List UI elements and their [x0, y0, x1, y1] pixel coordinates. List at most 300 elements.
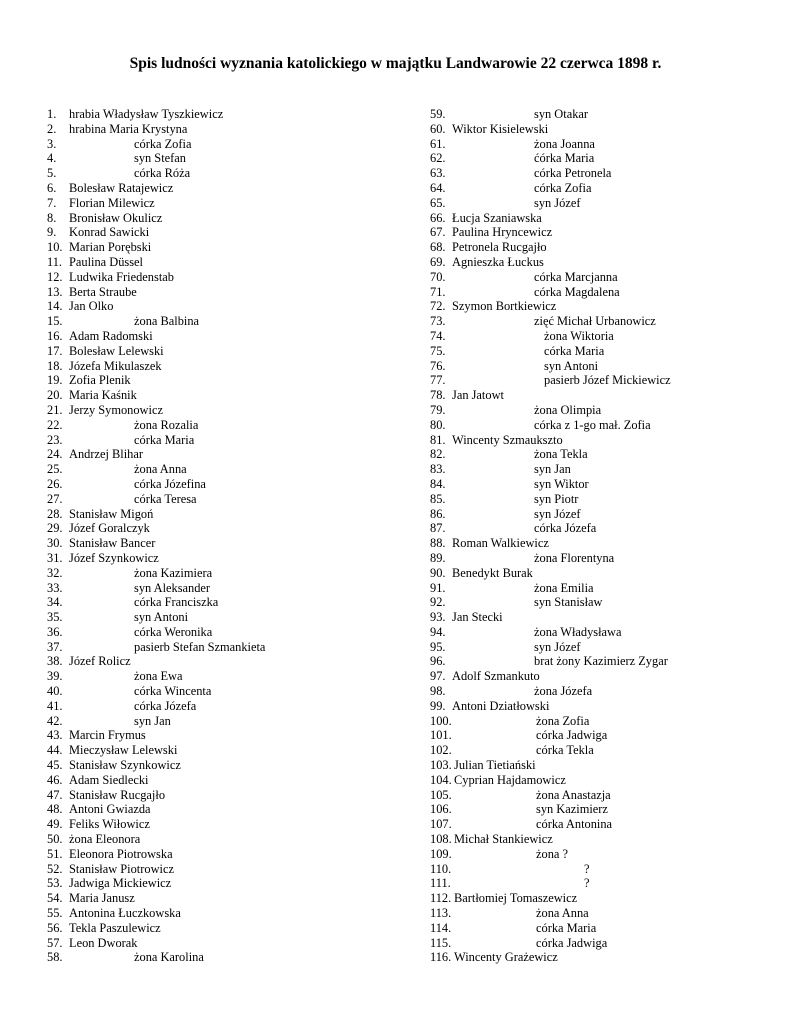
entry-name: Marian Porębski: [69, 240, 152, 255]
list-item: [47, 477, 387, 492]
entry-number: 108.: [430, 832, 452, 847]
entry-name: Józef Szynkowicz: [69, 550, 159, 565]
entry-name: córka Józefa: [534, 521, 597, 536]
list-item: [430, 166, 770, 181]
list-item: [47, 921, 387, 936]
entry-name: Mieczysław Lelewski: [69, 743, 178, 758]
entry-name: syn Otakar: [534, 107, 589, 121]
entry-name: córka Weronika: [134, 624, 213, 639]
entry-name: Wincenty Grażewicz: [454, 950, 558, 965]
list-item: [430, 743, 770, 758]
entry-number: 97.: [430, 669, 446, 684]
list-item: [430, 862, 770, 877]
entry-name: Andrzej Blihar: [69, 447, 143, 462]
entry-name: syn Jan: [534, 462, 571, 477]
entry-name: żona Józefa: [534, 684, 593, 699]
entry-name: córka Franciszka: [134, 595, 219, 610]
list-item: [47, 285, 387, 300]
entry-number: 59.: [430, 107, 446, 121]
list-item: [47, 344, 387, 359]
entry-name: syn Józef: [534, 195, 581, 210]
list-item: [47, 211, 387, 226]
list-item: [430, 344, 770, 359]
entry-name: syn Antoni: [544, 358, 599, 373]
entry-number: 25.: [47, 462, 63, 477]
list-item: [430, 551, 770, 566]
entry-number: 14.: [47, 299, 63, 314]
entry-number: 31.: [47, 550, 63, 565]
entry-name: Leon Dworak: [69, 935, 138, 950]
entry-name: Bartłomiej Tomaszewicz: [454, 891, 578, 906]
entry-number: 21.: [47, 402, 63, 417]
entry-number: 94.: [430, 624, 446, 639]
list-item: [47, 299, 387, 314]
entry-name: ?: [584, 861, 590, 876]
entry-name: Agnieszka Łuckus: [452, 254, 544, 269]
entry-number: 51.: [47, 846, 63, 861]
entry-number: 55.: [47, 906, 63, 921]
entry-name: córka Magdalena: [534, 284, 620, 299]
entry-number: 37.: [47, 639, 63, 654]
entry-name: żona Joanna: [534, 136, 595, 151]
entry-number: 11.: [47, 254, 63, 269]
entry-name: syn Aleksander: [134, 580, 211, 595]
list-item: [430, 240, 770, 255]
list-item: [47, 462, 387, 477]
list-item: [430, 285, 770, 300]
list-item: [47, 196, 387, 211]
entry-name: żona Kazimiera: [134, 565, 213, 580]
entry-number: 67.: [430, 225, 446, 240]
entry-number: 16.: [47, 328, 63, 343]
list-item: [430, 521, 770, 536]
entry-name: syn Stanisław: [534, 595, 603, 610]
entry-number: 116.: [430, 950, 452, 965]
list-item: [430, 669, 770, 684]
list-item: [47, 137, 387, 152]
entry-number: 101.: [430, 728, 452, 743]
entry-number: 18.: [47, 358, 63, 373]
list-item: [47, 151, 387, 166]
entry-number: 90.: [430, 565, 446, 580]
entry-number: 91.: [430, 580, 446, 595]
list-item: [430, 891, 770, 906]
list-item: [47, 906, 387, 921]
entry-name: żona Rozalia: [134, 417, 199, 432]
list-item: [430, 581, 770, 596]
entry-number: 10.: [47, 240, 63, 255]
entry-name: Konrad Sawicki: [69, 225, 150, 240]
entry-name: Eleonora Piotrowska: [69, 846, 173, 861]
entry-name: Paulina Düssel: [69, 254, 143, 269]
entry-name: Wiktor Kisielewski: [452, 121, 549, 136]
list-item: [47, 640, 387, 655]
entry-number: 70.: [430, 269, 446, 284]
entry-number: 29.: [47, 521, 63, 536]
entry-number: 115.: [430, 935, 452, 950]
entry-number: 60.: [430, 121, 446, 136]
entry-name: żona Olimpia: [534, 402, 602, 417]
entry-number: 80.: [430, 417, 446, 432]
entry-name: Roman Walkiewicz: [452, 536, 549, 551]
entry-number: 9.: [47, 225, 57, 240]
list-item: [47, 773, 387, 788]
list-item: [47, 433, 387, 448]
list-item: [47, 521, 387, 536]
entry-number: 64.: [430, 180, 446, 195]
list-item: [430, 714, 770, 729]
entry-number: 28.: [47, 506, 63, 521]
entry-number: 72.: [430, 299, 446, 314]
entry-name: syn Antoni: [134, 610, 189, 625]
list-item: [47, 817, 387, 832]
entry-number: 96.: [430, 654, 446, 669]
entry-name: hrabia Władysław Tyszkiewicz: [69, 107, 224, 121]
entry-number: 113.: [430, 906, 452, 921]
entry-number: 58.: [47, 950, 63, 965]
entry-number: 36.: [47, 624, 63, 639]
list-item: [47, 788, 387, 803]
list-item: [430, 299, 770, 314]
entry-name: pasierb Józef Mickiewicz: [544, 373, 671, 388]
entry-number: 43.: [47, 728, 63, 743]
entry-name: Ludwika Friedenstab: [69, 269, 174, 284]
entry-name: zięć Michał Urbanowicz: [534, 314, 656, 329]
entry-number: 7.: [47, 195, 57, 210]
entry-name: Julian Tietiański: [454, 758, 536, 773]
entry-number: 84.: [430, 476, 446, 491]
entry-name: córka Petronela: [534, 166, 612, 181]
list-item: [430, 595, 770, 610]
entry-number: 23.: [47, 432, 63, 447]
entry-name: Antoni Dziatłowski: [452, 698, 550, 713]
list-item: [430, 418, 770, 433]
entry-number: 57.: [47, 935, 63, 950]
entry-name: Stanisław Szynkowicz: [69, 758, 181, 773]
entry-name: żona Karolina: [134, 950, 204, 965]
entry-name: Tekla Paszulewicz: [69, 920, 161, 935]
entry-number: 86.: [430, 506, 446, 521]
entry-number: 46.: [47, 772, 63, 787]
list-item: [430, 921, 770, 936]
entry-number: 54.: [47, 891, 63, 906]
list-item: [430, 403, 770, 418]
entry-name: córka Wincenta: [134, 684, 212, 699]
entry-number: 8.: [47, 210, 57, 225]
list-item: [430, 817, 770, 832]
entry-number: 49.: [47, 817, 63, 832]
list-item: [47, 669, 387, 684]
entry-name: Stanisław Bancer: [69, 536, 156, 551]
list-item: [430, 728, 770, 743]
list-item: [430, 950, 770, 965]
entry-name: córka Antonina: [536, 817, 613, 832]
list-item: [47, 492, 387, 507]
entry-number: 98.: [430, 684, 446, 699]
entry-number: 109.: [430, 846, 452, 861]
list-item: [47, 359, 387, 374]
list-item: [47, 610, 387, 625]
entry-number: 20.: [47, 388, 63, 403]
entry-name: syn Piotr: [534, 491, 579, 506]
entry-name: Zofia Plenik: [69, 373, 131, 388]
entry-number: 95.: [430, 639, 446, 654]
entry-number: 106.: [430, 802, 452, 817]
list-item: [47, 714, 387, 729]
entry-number: 102.: [430, 743, 452, 758]
entry-number: 104.: [430, 772, 452, 787]
list-item: [430, 373, 770, 388]
list-item: [47, 758, 387, 773]
entry-number: 73.: [430, 314, 446, 329]
list-item: [47, 862, 387, 877]
list-item: [47, 507, 387, 522]
list-item: [430, 832, 770, 847]
entry-name: żona ?: [536, 846, 568, 861]
entry-number: 105.: [430, 787, 452, 802]
entry-number: 66.: [430, 210, 446, 225]
entry-name: Marcin Frymus: [69, 728, 146, 743]
right-column: [430, 107, 770, 965]
entry-number: 4.: [47, 151, 57, 166]
list-item: [430, 388, 770, 403]
list-item: [47, 802, 387, 817]
list-item: [430, 196, 770, 211]
entry-number: 114.: [430, 920, 452, 935]
list-item: [47, 566, 387, 581]
list-item: [47, 891, 387, 906]
entry-name: ?: [584, 876, 590, 891]
entry-number: 6.: [47, 180, 57, 195]
entry-number: 83.: [430, 462, 446, 477]
list-item: [430, 211, 770, 226]
list-item: [430, 137, 770, 152]
entry-number: 82.: [430, 447, 446, 462]
entry-name: Stanisław Migoń: [69, 506, 154, 521]
list-item: [47, 447, 387, 462]
entry-name: żona Eleonora: [69, 832, 141, 847]
list-item: [430, 181, 770, 196]
entry-name: córka Maria: [536, 920, 597, 935]
entry-name: żona Anastazja: [536, 787, 611, 802]
entry-name: ćórka Maria: [534, 151, 595, 166]
entry-number: 50.: [47, 832, 63, 847]
entry-number: 62.: [430, 151, 446, 166]
entry-number: 32.: [47, 565, 63, 580]
list-item: [430, 640, 770, 655]
list-item: [430, 684, 770, 699]
entry-name: żona Anna: [536, 906, 589, 921]
list-item: [430, 654, 770, 669]
entry-name: Cyprian Hajdamowicz: [454, 772, 566, 787]
list-item: [47, 551, 387, 566]
list-item: [47, 166, 387, 181]
entry-name: córka Józefa: [134, 698, 197, 713]
list-item: [430, 788, 770, 803]
entry-name: syn Kazimierz: [536, 802, 608, 817]
list-item: [430, 507, 770, 522]
entry-number: 17.: [47, 343, 63, 358]
list-item: [47, 581, 387, 596]
entry-number: 76.: [430, 358, 446, 373]
entry-number: 88.: [430, 536, 446, 551]
entry-name: córka Róża: [134, 166, 191, 181]
list-item: [47, 225, 387, 240]
entry-number: 45.: [47, 758, 63, 773]
entry-number: 24.: [47, 447, 63, 462]
entry-number: 42.: [47, 713, 63, 728]
entry-name: żona Emilia: [534, 580, 594, 595]
entry-name: Wincenty Szmaukszto: [452, 432, 563, 447]
entry-number: 33.: [47, 580, 63, 595]
entry-name: żona Florentyna: [534, 550, 615, 565]
entry-number: 38.: [47, 654, 63, 669]
entry-name: Adam Siedlecki: [69, 772, 149, 787]
list-item: [47, 107, 387, 122]
entry-number: 15.: [47, 314, 63, 329]
entry-name: córka Zofia: [534, 180, 592, 195]
list-item: [47, 536, 387, 551]
list-item: [430, 122, 770, 137]
left-column: [47, 107, 387, 965]
entry-number: 85.: [430, 491, 446, 506]
entry-name: hrabina Maria Krystyna: [69, 121, 188, 136]
entry-number: 27.: [47, 491, 63, 506]
entry-name: żona Władysława: [534, 624, 622, 639]
entry-number: 47.: [47, 787, 63, 802]
list-item: [47, 240, 387, 255]
list-item: [47, 329, 387, 344]
entry-name: Adam Radomski: [69, 328, 153, 343]
entry-number: 56.: [47, 920, 63, 935]
entry-number: 12.: [47, 269, 63, 284]
entry-number: 81.: [430, 432, 446, 447]
list-item: [430, 847, 770, 862]
list-item: [430, 462, 770, 477]
list-item: [47, 270, 387, 285]
entry-number: 112.: [430, 891, 452, 906]
entry-name: Benedykt Burak: [452, 565, 533, 580]
entry-name: żona Balbina: [134, 314, 200, 329]
entry-number: 53.: [47, 876, 63, 891]
list-item: [430, 876, 770, 891]
entry-number: 34.: [47, 595, 63, 610]
entry-number: 65.: [430, 195, 446, 210]
list-item: [47, 314, 387, 329]
entry-number: 44.: [47, 743, 63, 758]
entry-number: 75.: [430, 343, 446, 358]
list-item: [430, 107, 770, 122]
entry-number: 61.: [430, 136, 446, 151]
list-item: [430, 758, 770, 773]
list-item: [430, 625, 770, 640]
entry-number: 3.: [47, 136, 57, 151]
entry-name: Bolesław Ratajewicz: [69, 180, 174, 195]
list-item: [47, 388, 387, 403]
entry-number: 2.: [47, 121, 57, 136]
entry-number: 71.: [430, 284, 446, 299]
entry-number: 22.: [47, 417, 63, 432]
list-item: [47, 876, 387, 891]
list-item: [47, 654, 387, 669]
list-item: [430, 610, 770, 625]
entry-number: 13.: [47, 284, 63, 299]
entry-name: Petronela Rucgajło: [452, 240, 547, 255]
list-item: [430, 359, 770, 374]
list-item: [47, 699, 387, 714]
list-item: [430, 433, 770, 448]
entry-number: 110.: [430, 861, 452, 876]
list-item: [430, 314, 770, 329]
entry-number: 92.: [430, 595, 446, 610]
entry-name: córka z 1-go mał. Zofia: [534, 417, 651, 432]
entry-name: Bolesław Lelewski: [69, 343, 164, 358]
list-item: [430, 536, 770, 551]
entry-number: 74.: [430, 328, 446, 343]
entry-name: syn Józef: [534, 639, 581, 654]
list-item: [430, 699, 770, 714]
entry-name: Jan Stecki: [452, 610, 503, 625]
entry-name: córka Jadwiga: [536, 935, 608, 950]
entry-name: Szymon Bortkiewicz: [452, 299, 557, 314]
list-item: [430, 255, 770, 270]
entry-number: 79.: [430, 402, 446, 417]
entry-number: 103.: [430, 758, 452, 773]
list-item: [47, 181, 387, 196]
entry-name: Jadwiga Mickiewicz: [69, 876, 172, 891]
list-item: [430, 492, 770, 507]
entry-name: Stanisław Rucgajło: [69, 787, 166, 802]
list-item: [430, 270, 770, 285]
list-item: [430, 936, 770, 951]
entry-number: 111.: [430, 876, 451, 891]
entry-number: 39.: [47, 669, 63, 684]
entry-name: Adolf Szmankuto: [452, 669, 540, 684]
list-item: [47, 743, 387, 758]
entry-name: Antonina Łuczkowska: [69, 906, 181, 921]
entry-name: Jan Olko: [69, 299, 114, 314]
list-item: [430, 477, 770, 492]
list-item: [47, 847, 387, 862]
list-item: [47, 255, 387, 270]
list-item: [430, 151, 770, 166]
entry-number: 87.: [430, 521, 446, 536]
list-item: [47, 684, 387, 699]
entry-number: 30.: [47, 536, 63, 551]
entry-name: córka Zofia: [134, 136, 192, 151]
entry-name: Maria Kaśnik: [69, 388, 137, 403]
entry-name: córka Józefina: [134, 476, 206, 491]
entry-number: 40.: [47, 684, 63, 699]
entry-number: 68.: [430, 240, 446, 255]
entry-number: 52.: [47, 861, 63, 876]
entry-number: 19.: [47, 373, 63, 388]
list-item: [430, 802, 770, 817]
entry-name: syn Józef: [534, 506, 581, 521]
list-item: [47, 403, 387, 418]
list-item: [430, 329, 770, 344]
entry-name: córka Jadwiga: [536, 728, 608, 743]
entry-name: żona Tekla: [534, 447, 588, 462]
entry-name: córka Tekla: [536, 743, 594, 758]
entry-name: Stanisław Piotrowicz: [69, 861, 174, 876]
entry-name: syn Stefan: [134, 151, 186, 166]
entry-number: 1.: [47, 107, 57, 121]
entry-number: 99.: [430, 698, 446, 713]
entry-name: żona Ewa: [134, 669, 183, 684]
list-item: [47, 373, 387, 388]
list-item: [47, 936, 387, 951]
